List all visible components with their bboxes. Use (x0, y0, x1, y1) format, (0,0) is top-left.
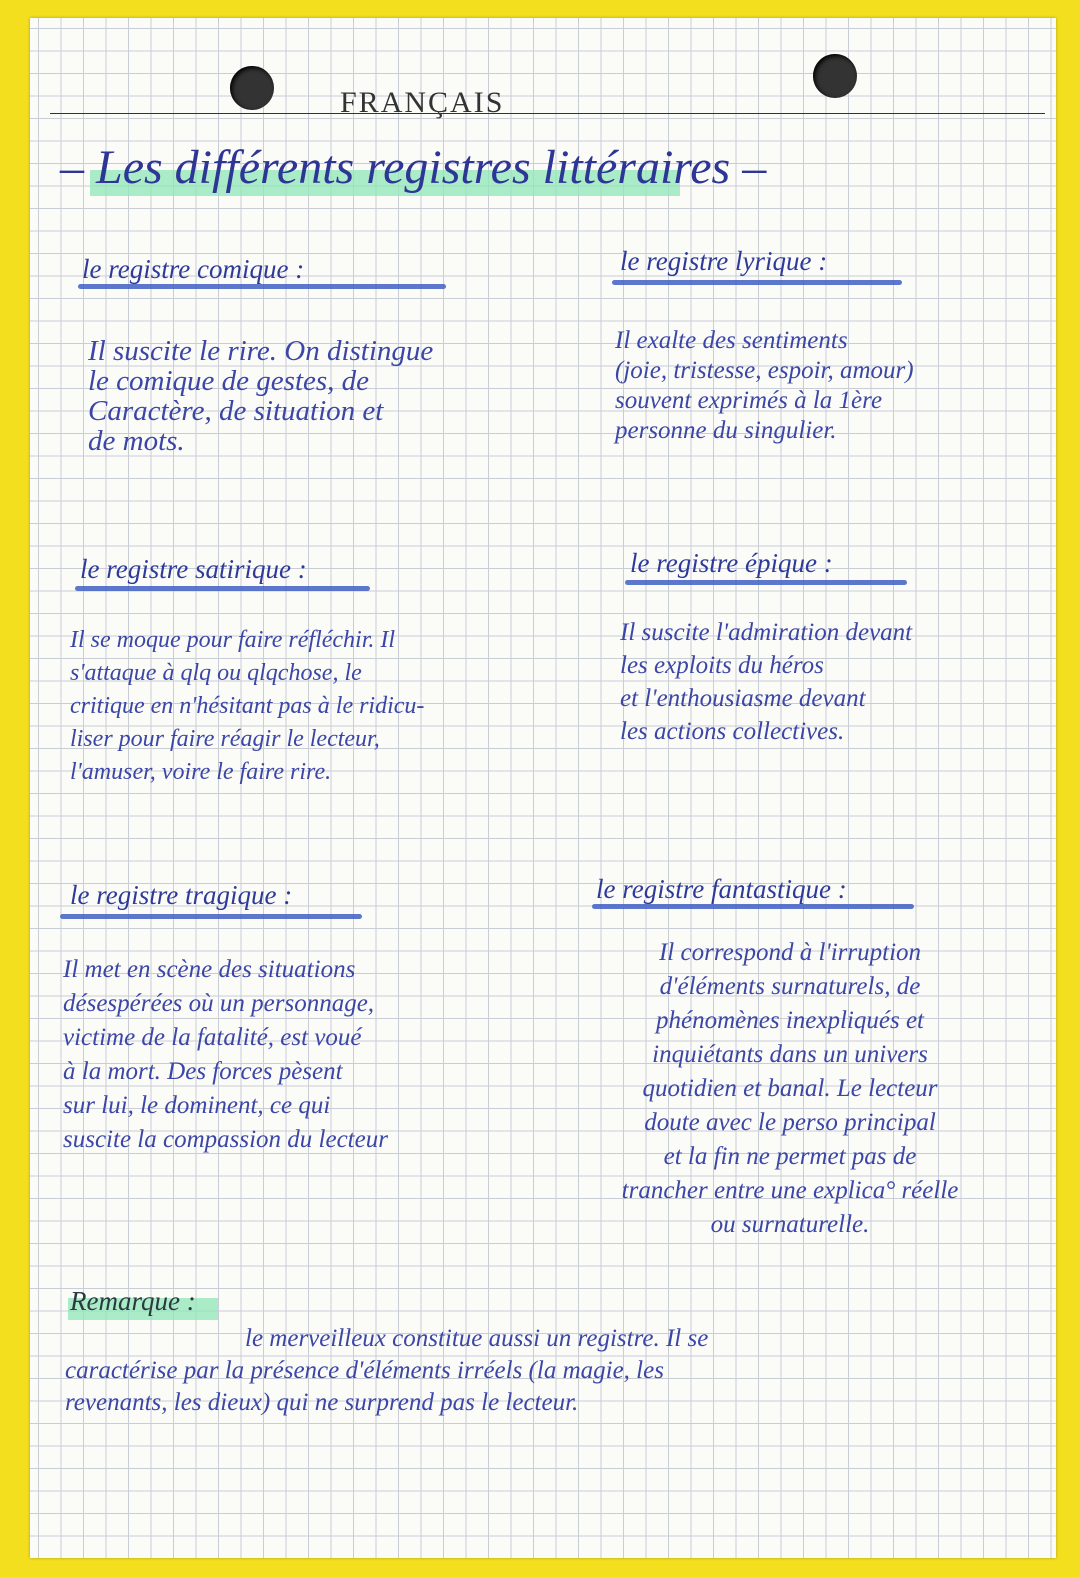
body-epique: Il suscite l'admiration devant les exploits du héros et l'enthousiasme devant les actions collectives. (620, 619, 913, 745)
punch-hole (230, 66, 274, 110)
heading-lyrique: le registre lyrique : (620, 246, 828, 276)
notebook-page (30, 18, 1056, 1558)
divider (50, 113, 1045, 114)
remark-body: le merveilleux constitue aussi un registre. Il se caractérise par la présence d'éléments irréels (la magie, les revenants, les dieux) qui ne surprend pas le lecteur. (65, 1325, 709, 1416)
body-comique: Il suscite le rire. On distingue le comique de gestes, de Caractère, de situation et de mots. (88, 335, 434, 457)
punch-hole (813, 54, 857, 98)
heading-satirique: le registre satirique : (80, 554, 307, 584)
body-lyrique: Il exalte des sentiments (joie, tristesse, espoir, amour) souvent exprimés à la 1ère personne du singulier. (615, 327, 914, 444)
body-fantastique: Il correspond à l'irruption d'éléments surnaturels, de phénomènes inexpliqués et inquiétants dans un univers quotidien et banal. Le lecteur doute avec le perso principal et la fin ne permet pas de trancher entre une explica° réelle ou surnaturelle. (621, 939, 959, 1238)
page-title-text: Les différents registres littéraires (96, 141, 731, 194)
body-tragique: Il met en scène des situations désespérées où un personnage, victime de la fatalité, est voué à la mort. Des forces pèsent sur lui, le dominent, ce qui suscite la compassion du lecteur (63, 956, 388, 1153)
body-satirique: Il se moque pour faire réfléchir. Il s'attaque à qlq ou qlqchose, le critique en n'hésitant pas à le ridicu- liser pour faire réagir le lecteur, l'amuser, voire le faire rire. (70, 627, 425, 785)
underline (75, 586, 370, 591)
underline (78, 284, 446, 289)
remark-label: Remarque : (70, 1286, 196, 1316)
subject-title: FRANÇAIS (340, 86, 505, 119)
underline (625, 580, 907, 585)
heading-fantastique: le registre fantastique : (596, 874, 847, 904)
underline (612, 280, 902, 285)
heading-epique: le registre épique : (630, 548, 833, 578)
underline (60, 914, 362, 919)
heading-tragique: le registre tragique : (70, 880, 293, 910)
page-title: – Les différents registres littéraires – (60, 141, 767, 194)
heading-comique: le registre comique : (82, 254, 305, 284)
underline (592, 904, 914, 909)
